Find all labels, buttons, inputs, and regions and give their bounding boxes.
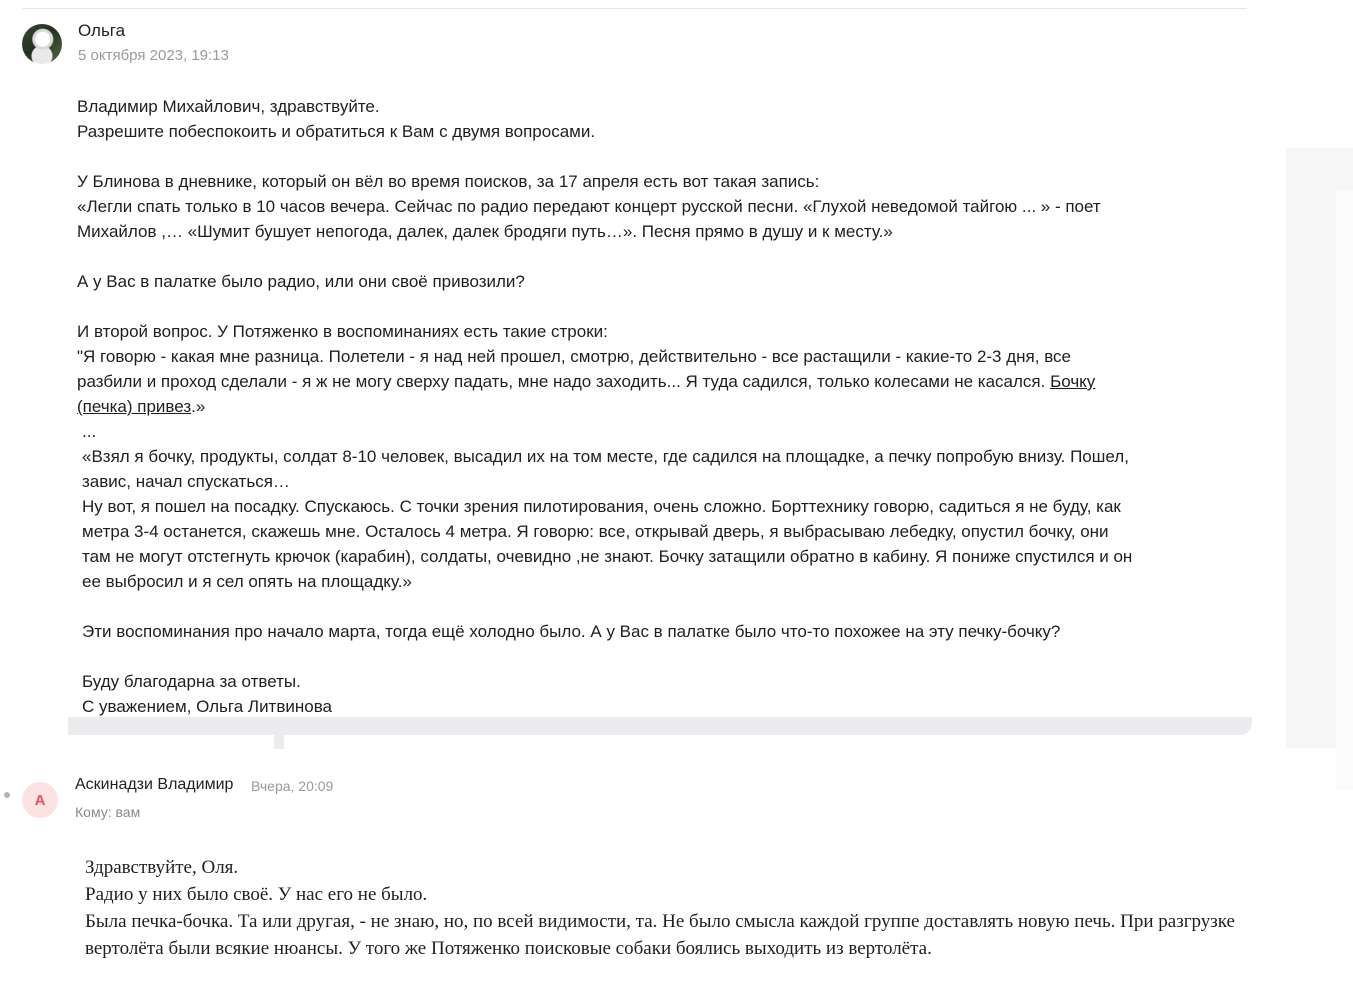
body-line: Буду благодарна за ответы. (82, 672, 301, 691)
sender-avatar-photo[interactable] (22, 24, 62, 64)
underlined-text: (печка) привез (77, 397, 192, 416)
body-line: Была печка-бочка. Та или другая, - не знаю, но, по всей видимости, та. Не было смысла каждой группе доставлять новую печь. При разгрузке (85, 911, 1235, 932)
unread-indicator-dot[interactable] (4, 792, 10, 798)
body-line: Ну вот, я пошел на посадку. Спускаюсь. С точки зрения пилотирования, очень сложно. Борттехнику говорю, садиться я не буду, как (82, 497, 1121, 516)
body-line: «Взял я бочку, продукты, солдат 8-10 человек, высадил их на том месте, где садился на площадке, а печку попробую внизу. Пошел, (82, 447, 1129, 466)
body-line: Здравствуйте, Оля. (85, 857, 239, 878)
message-sender-name[interactable]: Ольга (78, 21, 126, 40)
body-line: И второй вопрос. У Потяженко в воспоминаниях есть такие строки: (77, 322, 608, 341)
body-line: У Блинова в дневнике, который он вёл во время поисков, за 17 апреля есть вот такая запись: (77, 172, 820, 191)
message-sender-name[interactable]: Аскинадзи Владимир (75, 776, 234, 793)
body-text: разбили и проход сделали - я ж не могу сверху падать, мне надо заходить... Я туда садился, только колесами не касался. (77, 372, 1046, 391)
body-line: там не могут отстегнуть крючок (карабин), солдаты, очевидно ,не знают. Бочку затащили обратно в кабину. Я пониже спустился и он (82, 547, 1133, 566)
body-line: ... (82, 422, 97, 441)
sender-avatar-letter[interactable]: А (22, 782, 58, 818)
body-line: Разрешите побеспокоить и обратиться к Вам с двумя вопросами. (77, 122, 596, 141)
side-panel-edge-inner (1336, 190, 1353, 790)
body-line (77, 369, 1247, 394)
message-recipient[interactable]: Кому: вам (75, 804, 141, 820)
body-line: А у Вас в палатке было радио, или они своё привозили? (77, 272, 525, 291)
body-line: Владимир Михайлович, здравствуйте. (77, 97, 380, 116)
body-text: .» (191, 397, 206, 416)
quote-block (77, 419, 1247, 719)
body-line: Радио у них было своё. У нас его не было. (85, 884, 428, 905)
body-line: завис, начал спускаться… (82, 472, 290, 491)
selection-highlight (68, 717, 1252, 735)
message-body (77, 94, 1247, 719)
top-divider (22, 8, 1247, 9)
body-line: Эти воспоминания про начало марта, тогда ещё холодно было. А у Вас в палатке было что-то похожее на эту печку-бочку? (82, 622, 1061, 641)
reply-body (85, 854, 1345, 962)
message-date: 5 октября 2023, 19:13 (78, 47, 229, 64)
body-line: вертолёта были всякие нюансы. У того же Потяженко поисковые собаки боялись выходить из вертолёта. (85, 938, 932, 959)
body-line: ее выбросил и я сел опять на площадку.» (82, 572, 412, 591)
body-line (77, 394, 1247, 419)
body-line: Михайлов ,… «Шумит бушует непогода, далек, далек бродяги путь…». Песня прямо в душу и к месту.» (77, 222, 893, 241)
body-line: метра 3-4 останется, скажешь мне. Осталось 4 метра. Я говорю: все, открывай дверь, я выбрасываю лебедку, опустил бочку, они (82, 522, 1109, 541)
body-line: С уважением, Ольга Литвинова (82, 697, 333, 716)
body-line: «Легли спать только в 10 часов вечера. Сейчас по радио передают концерт русской песни. «Глухой неведомой тайгою ... » - поет (77, 197, 1101, 216)
message-date: Вчера, 20:09 (251, 778, 334, 794)
body-line: "Я говорю - какая мне разница. Полетели - я над ней прошел, смотрю, действительно - все растащили - какие-то 2-3 дня, все (77, 347, 1071, 366)
underlined-text: Бочку (1050, 372, 1096, 391)
selection-highlight-notch (274, 735, 284, 749)
